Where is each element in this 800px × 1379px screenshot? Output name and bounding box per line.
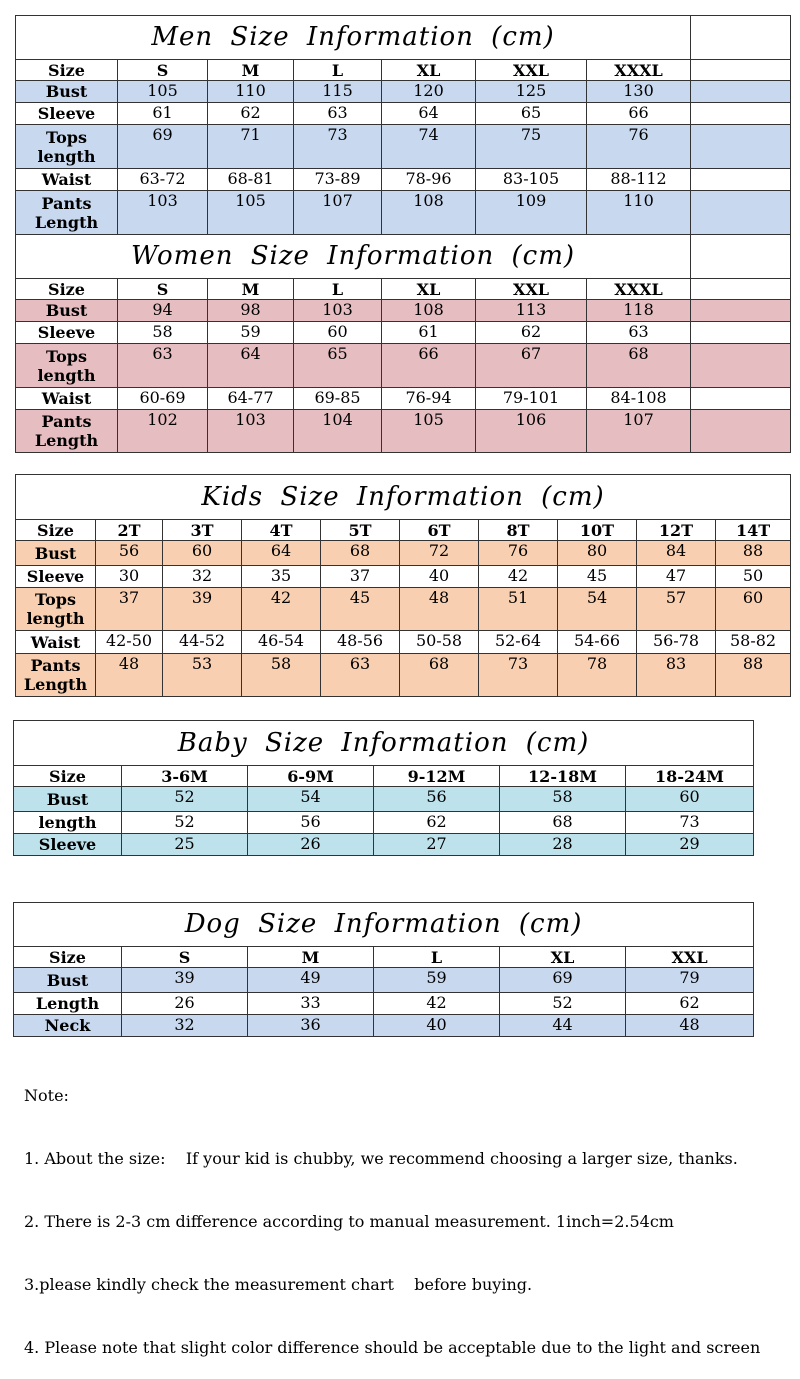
value-cell: 59 [374, 968, 500, 993]
value-cell: 56 [96, 541, 163, 566]
header-cell: XL [382, 279, 476, 300]
value-cell: 56 [248, 812, 374, 834]
header-cell: Size [16, 520, 96, 541]
value-cell: 66 [382, 344, 476, 388]
value-cell: 88-112 [587, 169, 691, 191]
value-cell: 102 [118, 410, 208, 453]
kids-size-table [15, 474, 791, 697]
value-cell: 68 [587, 344, 691, 388]
value-cell: 45 [321, 588, 400, 631]
value-cell: 61 [118, 103, 208, 125]
value-cell: 64-77 [208, 388, 294, 410]
value-cell: 60 [294, 322, 382, 344]
value-cell: 73 [294, 125, 382, 169]
header-cell: 6-9M [248, 766, 374, 787]
table-row [16, 410, 791, 453]
value-cell: 54 [558, 588, 637, 631]
blank-cell [691, 322, 791, 344]
baby-table-title: Baby Size Information (cm) [14, 721, 754, 766]
value-cell: 68 [400, 654, 479, 697]
value-cell: 48 [400, 588, 479, 631]
table-row [16, 566, 791, 588]
table-row [16, 191, 791, 235]
row-label: Sleeve [16, 566, 96, 588]
header-cell: XL [500, 947, 626, 968]
value-cell: 64 [242, 541, 321, 566]
table-row [16, 631, 791, 654]
value-cell: 58 [118, 322, 208, 344]
header-cell: Size [14, 947, 122, 968]
header-cell: 18-24M [626, 766, 754, 787]
table-row [16, 588, 791, 631]
header-cell: 4T [242, 520, 321, 541]
value-cell: 113 [476, 300, 587, 322]
note-heading: Note: [24, 1086, 69, 1105]
value-cell: 54-66 [558, 631, 637, 654]
table-row [16, 322, 791, 344]
row-label: Waist [16, 388, 118, 410]
value-cell: 66 [587, 103, 691, 125]
value-cell: 50-58 [400, 631, 479, 654]
value-cell: 60 [163, 541, 242, 566]
value-cell: 105 [208, 191, 294, 235]
kids-table-title: Kids Size Information (cm) [16, 475, 791, 520]
blank-cell [691, 388, 791, 410]
value-cell: 73 [626, 812, 754, 834]
table-row [14, 834, 754, 856]
header-cell: 2T [96, 520, 163, 541]
value-cell: 74 [382, 125, 476, 169]
value-cell: 73-89 [294, 169, 382, 191]
header-cell: XL [382, 60, 476, 81]
value-cell: 58 [242, 654, 321, 697]
value-cell: 53 [163, 654, 242, 697]
value-cell: 63 [294, 103, 382, 125]
header-cell: M [248, 947, 374, 968]
value-cell: 69 [500, 968, 626, 993]
women-header-row [16, 279, 791, 300]
value-cell: 39 [122, 968, 248, 993]
kids-header-row [16, 520, 791, 541]
value-cell: 62 [208, 103, 294, 125]
value-cell: 115 [294, 81, 382, 103]
baby-header-row [14, 766, 754, 787]
value-cell: 103 [294, 300, 382, 322]
table-row [16, 300, 791, 322]
row-label: Pants Length [16, 410, 118, 453]
value-cell: 62 [476, 322, 587, 344]
row-label: Bust [16, 300, 118, 322]
value-cell: 67 [476, 344, 587, 388]
table-row [16, 169, 791, 191]
value-cell: 44-52 [163, 631, 242, 654]
header-cell: 14T [716, 520, 791, 541]
value-cell: 109 [476, 191, 587, 235]
value-cell: 42 [242, 588, 321, 631]
value-cell: 64 [382, 103, 476, 125]
blank-cell [691, 191, 791, 235]
value-cell: 42-50 [96, 631, 163, 654]
size-notes [24, 1043, 760, 1379]
value-cell: 108 [382, 191, 476, 235]
value-cell: 84-108 [587, 388, 691, 410]
row-label: Tops length [16, 344, 118, 388]
value-cell: 60 [626, 787, 754, 812]
blank-cell [691, 279, 791, 300]
value-cell: 62 [626, 993, 754, 1015]
header-cell: S [118, 60, 208, 81]
men-women-size-table [15, 15, 791, 453]
value-cell: 107 [587, 410, 691, 453]
value-cell: 45 [558, 566, 637, 588]
value-cell: 47 [637, 566, 716, 588]
header-cell: Size [16, 60, 118, 81]
blank-cell [691, 103, 791, 125]
header-cell: Size [14, 766, 122, 787]
value-cell: 40 [374, 1015, 500, 1037]
row-label: Tops length [16, 588, 96, 631]
dog-size-table [13, 902, 754, 1037]
value-cell: 84 [637, 541, 716, 566]
value-cell: 104 [294, 410, 382, 453]
table-row [14, 1015, 754, 1037]
value-cell: 71 [208, 125, 294, 169]
value-cell: 69 [118, 125, 208, 169]
value-cell: 48 [96, 654, 163, 697]
header-cell: XXXL [587, 279, 691, 300]
row-label: Bust [14, 787, 122, 812]
header-cell: XXL [476, 60, 587, 81]
value-cell: 76 [479, 541, 558, 566]
dog-table-title: Dog Size Information (cm) [14, 903, 754, 947]
value-cell: 27 [374, 834, 500, 856]
header-cell: XXXL [587, 60, 691, 81]
value-cell: 68 [321, 541, 400, 566]
header-cell: S [118, 279, 208, 300]
value-cell: 60-69 [118, 388, 208, 410]
value-cell: 40 [400, 566, 479, 588]
value-cell: 42 [374, 993, 500, 1015]
value-cell: 68-81 [208, 169, 294, 191]
row-label: Length [14, 993, 122, 1015]
value-cell: 52 [500, 993, 626, 1015]
header-cell: 6T [400, 520, 479, 541]
row-label: length [14, 812, 122, 834]
value-cell: 65 [476, 103, 587, 125]
row-label: Bust [14, 968, 122, 993]
value-cell: 54 [248, 787, 374, 812]
value-cell: 30 [96, 566, 163, 588]
value-cell: 79-101 [476, 388, 587, 410]
table-row [16, 541, 791, 566]
row-label: Bust [16, 81, 118, 103]
value-cell: 33 [248, 993, 374, 1015]
value-cell: 39 [163, 588, 242, 631]
value-cell: 36 [248, 1015, 374, 1037]
value-cell: 63 [587, 322, 691, 344]
value-cell: 105 [118, 81, 208, 103]
value-cell: 73 [479, 654, 558, 697]
note-line: 4. Please note that slight color difference should be acceptable due to the light and screen [24, 1338, 761, 1357]
value-cell: 79 [626, 968, 754, 993]
value-cell: 110 [208, 81, 294, 103]
value-cell: 48 [626, 1015, 754, 1037]
value-cell: 106 [476, 410, 587, 453]
header-cell: Size [16, 279, 118, 300]
value-cell: 83 [637, 654, 716, 697]
value-cell: 44 [500, 1015, 626, 1037]
value-cell: 56 [374, 787, 500, 812]
value-cell: 35 [242, 566, 321, 588]
table-row [16, 103, 791, 125]
value-cell: 83-105 [476, 169, 587, 191]
value-cell: 130 [587, 81, 691, 103]
value-cell: 49 [248, 968, 374, 993]
value-cell: 88 [716, 654, 791, 697]
blank-cell [691, 16, 791, 60]
value-cell: 75 [476, 125, 587, 169]
blank-cell [691, 125, 791, 169]
table-row [16, 125, 791, 169]
value-cell: 65 [294, 344, 382, 388]
value-cell: 78-96 [382, 169, 476, 191]
note-line: 1. About the size: If your kid is chubby, we recommend choosing a larger size, thanks. [24, 1149, 738, 1168]
header-cell: 3-6M [122, 766, 248, 787]
table-row [14, 812, 754, 834]
blank-cell [691, 169, 791, 191]
blank-cell [691, 410, 791, 453]
table-row [14, 787, 754, 812]
value-cell: 59 [208, 322, 294, 344]
value-cell: 57 [637, 588, 716, 631]
value-cell: 63 [118, 344, 208, 388]
table-row [14, 968, 754, 993]
value-cell: 98 [208, 300, 294, 322]
value-cell: 26 [122, 993, 248, 1015]
row-label: Pants Length [16, 654, 96, 697]
blank-cell [691, 344, 791, 388]
value-cell: 108 [382, 300, 476, 322]
row-label: Tops length [16, 125, 118, 169]
row-label: Waist [16, 169, 118, 191]
value-cell: 105 [382, 410, 476, 453]
value-cell: 80 [558, 541, 637, 566]
table-row [16, 81, 791, 103]
row-label: Waist [16, 631, 96, 654]
header-cell: 9-12M [374, 766, 500, 787]
header-cell: 3T [163, 520, 242, 541]
value-cell: 48-56 [321, 631, 400, 654]
value-cell: 62 [374, 812, 500, 834]
header-cell: L [294, 60, 382, 81]
value-cell: 76 [587, 125, 691, 169]
value-cell: 63 [321, 654, 400, 697]
value-cell: 61 [382, 322, 476, 344]
row-label: Bust [16, 541, 96, 566]
value-cell: 76-94 [382, 388, 476, 410]
header-cell: XXL [626, 947, 754, 968]
value-cell: 103 [208, 410, 294, 453]
men-header-row [16, 60, 791, 81]
table-row [14, 993, 754, 1015]
value-cell: 25 [122, 834, 248, 856]
value-cell: 37 [321, 566, 400, 588]
value-cell: 58-82 [716, 631, 791, 654]
header-cell: L [294, 279, 382, 300]
header-cell: L [374, 947, 500, 968]
blank-cell [691, 60, 791, 81]
value-cell: 50 [716, 566, 791, 588]
value-cell: 42 [479, 566, 558, 588]
value-cell: 118 [587, 300, 691, 322]
value-cell: 69-85 [294, 388, 382, 410]
value-cell: 60 [716, 588, 791, 631]
note-line: 2. There is 2-3 cm difference according to manual measurement. 1inch=2.54cm [24, 1212, 674, 1231]
value-cell: 103 [118, 191, 208, 235]
header-cell: 12T [637, 520, 716, 541]
men-table-title: Men Size Information (cm) [16, 16, 691, 60]
table-row [16, 344, 791, 388]
value-cell: 88 [716, 541, 791, 566]
header-cell: M [208, 60, 294, 81]
row-label: Sleeve [14, 834, 122, 856]
value-cell: 32 [122, 1015, 248, 1037]
value-cell: 51 [479, 588, 558, 631]
value-cell: 72 [400, 541, 479, 566]
value-cell: 37 [96, 588, 163, 631]
value-cell: 125 [476, 81, 587, 103]
value-cell: 68 [500, 812, 626, 834]
dog-header-row [14, 947, 754, 968]
blank-cell [691, 81, 791, 103]
value-cell: 29 [626, 834, 754, 856]
header-cell: 8T [479, 520, 558, 541]
header-cell: 10T [558, 520, 637, 541]
value-cell: 63-72 [118, 169, 208, 191]
blank-cell [691, 235, 791, 279]
row-label: Sleeve [16, 322, 118, 344]
baby-size-table [13, 720, 754, 856]
value-cell: 26 [248, 834, 374, 856]
header-cell: S [122, 947, 248, 968]
value-cell: 94 [118, 300, 208, 322]
value-cell: 78 [558, 654, 637, 697]
value-cell: 52 [122, 787, 248, 812]
value-cell: 28 [500, 834, 626, 856]
value-cell: 52-64 [479, 631, 558, 654]
table-row [16, 388, 791, 410]
value-cell: 64 [208, 344, 294, 388]
header-cell: 12-18M [500, 766, 626, 787]
value-cell: 120 [382, 81, 476, 103]
value-cell: 107 [294, 191, 382, 235]
blank-cell [691, 300, 791, 322]
row-label: Neck [14, 1015, 122, 1037]
note-line: 3.please kindly check the measurement chart before buying. [24, 1275, 533, 1294]
women-table-title: Women Size Information (cm) [16, 235, 691, 279]
value-cell: 46-54 [242, 631, 321, 654]
header-cell: XXL [476, 279, 587, 300]
value-cell: 52 [122, 812, 248, 834]
header-cell: 5T [321, 520, 400, 541]
value-cell: 56-78 [637, 631, 716, 654]
value-cell: 110 [587, 191, 691, 235]
value-cell: 32 [163, 566, 242, 588]
row-label: Pants Length [16, 191, 118, 235]
value-cell: 58 [500, 787, 626, 812]
row-label: Sleeve [16, 103, 118, 125]
header-cell: M [208, 279, 294, 300]
table-row [16, 654, 791, 697]
